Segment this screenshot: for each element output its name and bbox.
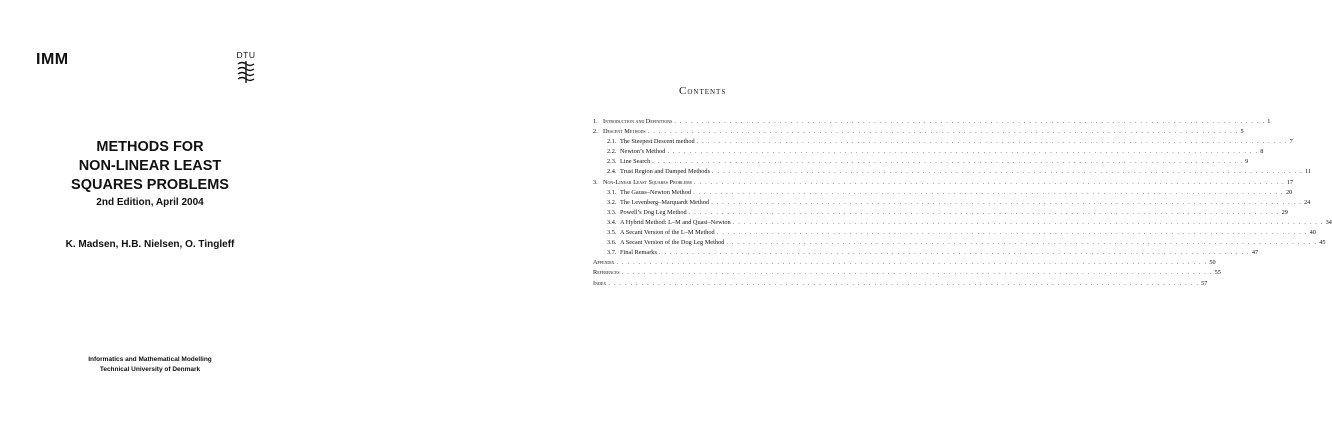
toc-entry-page: 55	[1214, 269, 1221, 277]
book-title	[30, 138, 270, 195]
toc-entry-page: 8	[1260, 148, 1264, 156]
toc-entry-label: Introduction and Definitions	[603, 118, 673, 125]
authors-line: K. Madsen, H.B. Nielsen, O. Tingleff	[65, 239, 235, 250]
toc-leader-dots	[659, 248, 1250, 258]
toc-entry	[593, 117, 1271, 127]
toc-entry-label: The Gauss–Newton Method	[620, 188, 692, 196]
title-page	[0, 0, 280, 433]
toc-entry	[593, 188, 1293, 198]
toc-entry-label: The Steepest Descent method	[620, 138, 695, 146]
toc-leader-dots	[726, 238, 1317, 248]
toc-entry	[593, 258, 1216, 268]
toc-entry-number: 3.6.	[607, 239, 617, 247]
toc-entry	[593, 147, 1264, 157]
toc-entry	[593, 167, 1312, 177]
toc-entry	[593, 279, 1208, 289]
toc-entry	[593, 127, 1244, 137]
toc-entry	[593, 228, 1316, 238]
toc-entry-page: 47	[1251, 249, 1259, 257]
toc-leader-dots	[674, 117, 1265, 127]
toc-entry	[593, 268, 1221, 278]
toc-entry-page: 17	[1286, 178, 1294, 186]
toc-entry-number: 2.1.	[607, 138, 617, 146]
toc-entry-label: Powell’s Dog Leg Method	[620, 208, 687, 216]
toc-entry-page: 5	[1240, 128, 1244, 136]
edition-line: 2nd Edition, April 2004	[96, 197, 204, 208]
toc-entry-label: Appendix	[593, 259, 615, 267]
toc-entry-page: 1	[1267, 118, 1271, 125]
title-line: METHODS FOR	[96, 139, 204, 155]
toc-leader-dots	[717, 228, 1308, 238]
toc-entry-page: 29	[1281, 208, 1288, 216]
toc-entry-label: Newton’s Method	[620, 148, 666, 156]
toc-entry-number: 3.2.	[607, 198, 617, 206]
toc-entry-number: 3.7.	[607, 249, 617, 257]
contents-page	[280, 0, 1332, 433]
toc-entry	[593, 198, 1311, 208]
contents-heading: Contents	[679, 85, 727, 97]
toc-leader-dots	[616, 258, 1207, 268]
toc-entry-number: 3.3.	[607, 208, 617, 216]
toc-entry-label: Descent Methods	[603, 128, 646, 136]
toc-entry-label: A Secant Version of the Dog Leg Method	[620, 239, 725, 247]
title-line: NON-LINEAR LEAST	[78, 158, 222, 174]
toc-entry-number: 3.	[593, 178, 598, 186]
toc-entry-page: 7	[1289, 138, 1293, 146]
toc-entry-label: Trust Region and Damped Methods	[620, 168, 711, 176]
toc-entry	[593, 248, 1259, 258]
title-line: SQUARES PROBLEMS	[71, 177, 229, 193]
toc-entry-page: 57	[1201, 279, 1208, 287]
toc-entry-number: 3.1.	[607, 188, 617, 196]
toc-leader-dots	[697, 137, 1288, 147]
toc-entry-page: 24	[1303, 198, 1311, 206]
toc-entry-number: 2.	[593, 128, 598, 136]
toc-entry	[593, 137, 1293, 147]
dtu-logo-text: DTU	[236, 50, 256, 60]
toc-entry	[593, 218, 1332, 228]
toc-entry-number: 3.5.	[607, 229, 617, 237]
toc-entry-label: A Secant Version of the L–M Method	[620, 229, 715, 237]
toc-entry-label: Line Search	[620, 158, 651, 166]
toc-entry	[593, 178, 1294, 188]
toc-entry	[593, 157, 1249, 167]
toc-leader-dots	[733, 218, 1324, 228]
publisher-logo: IMM	[36, 51, 69, 68]
toc-entry-number: 1.	[593, 118, 598, 125]
toc-entry-label: The Levenberg–Marquardt Method	[620, 198, 710, 206]
toc-entry-page: 45	[1319, 239, 1326, 247]
toc-leader-dots	[652, 157, 1243, 167]
toc-leader-dots	[648, 127, 1239, 137]
toc-entry-label: Final Remarks	[620, 249, 657, 257]
toc-entry-number: 2.2.	[607, 148, 617, 156]
toc-entry-label: A Hybrid Method: L–M and Quasi–Newton	[620, 218, 731, 226]
toc-leader-dots	[622, 268, 1213, 278]
toc-entry-label: References	[593, 269, 620, 277]
toc-entry-number: 2.3.	[607, 158, 617, 166]
toc-entry-page: 50	[1209, 259, 1216, 267]
toc-entry-label: Index	[593, 279, 607, 287]
table-of-contents	[593, 117, 1332, 289]
toc-leader-dots	[711, 198, 1302, 208]
toc-entry-number: 3.4.	[607, 218, 617, 226]
toc-entry-page: 40	[1309, 229, 1316, 237]
toc-leader-dots	[712, 167, 1303, 177]
toc-entry-label: Non-Linear Least Squares Problems	[603, 178, 692, 186]
institution-line: Informatics and Mathematical Modelling	[88, 356, 212, 363]
toc-entry-page: 34	[1325, 218, 1332, 226]
toc-entry	[593, 208, 1288, 218]
toc-entry-number: 2.4.	[607, 168, 617, 176]
toc-leader-dots	[693, 188, 1284, 198]
toc-entry-page: 20	[1285, 188, 1293, 196]
toc-leader-dots	[608, 279, 1199, 289]
institution	[30, 355, 270, 375]
toc-entry-page: 9	[1245, 158, 1249, 166]
toc-entry	[593, 238, 1326, 248]
dtu-logo	[232, 51, 260, 83]
toc-leader-dots	[667, 147, 1258, 157]
toc-entry-page: 11	[1304, 168, 1312, 176]
toc-leader-dots	[689, 208, 1280, 218]
institution-line: Technical University of Denmark	[99, 366, 201, 373]
dtu-emblem-icon	[236, 61, 256, 83]
toc-leader-dots	[694, 178, 1285, 188]
